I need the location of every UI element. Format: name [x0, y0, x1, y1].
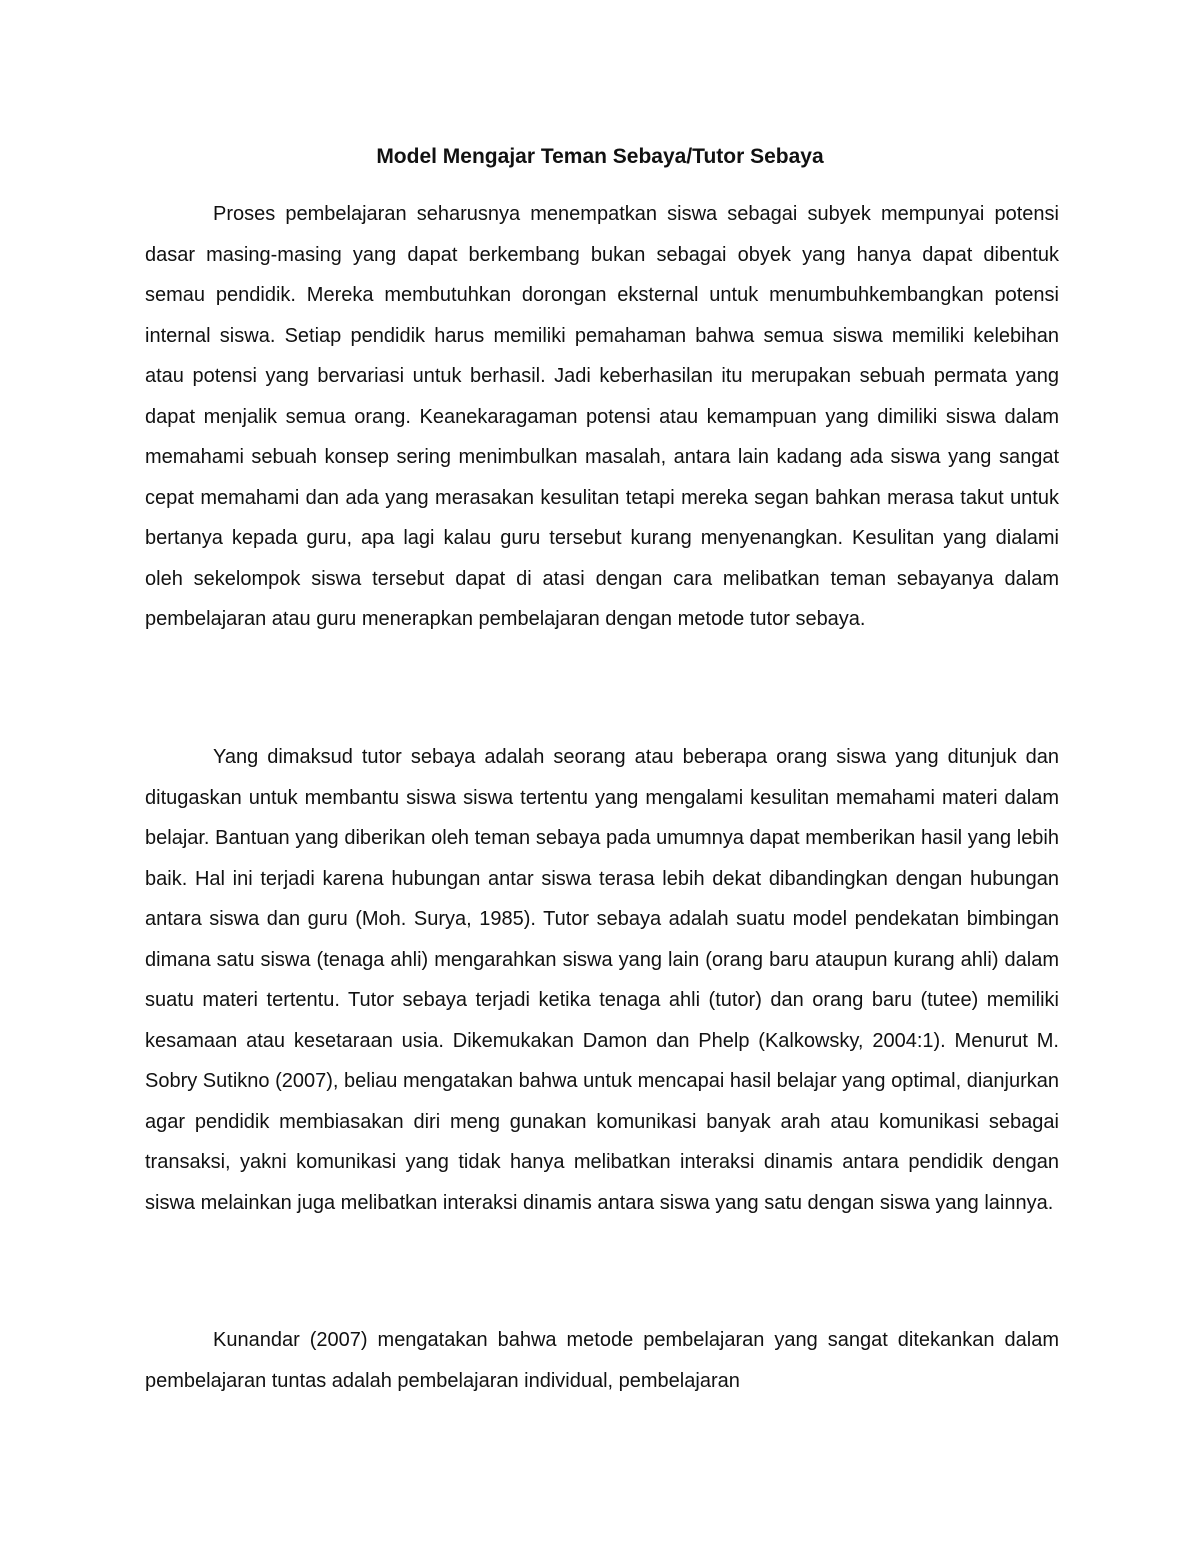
paragraph-2: Yang dimaksud tutor sebaya adalah seorang atau beberapa orang siswa yang ditunjuk dan ditugaskan untuk membantu siswa siswa tertentu yang mengalami kesulitan memahami materi dalam belajar. Bantuan yang diberikan oleh teman sebaya pada umumnya dapat memberikan hasil yang lebih baik. Hal ini terjadi karena hubungan antar siswa terasa lebih dekat dibandingkan dengan hubungan antara siswa dan guru (Moh. Surya, 1985). Tutor sebaya adalah suatu model pendekatan bimbingan dimana satu siswa (tenaga ahli) mengarahkan siswa yang lain (orang baru ataupun kurang ahli) dalam suatu materi tertentu. Tutor sebaya terjadi ketika tenaga ahli (tutor) dan orang baru (tutee) memiliki kesamaan atau kesetaraan usia. Dikemukakan Damon dan Phelp (Kalkowsky, 2004:1). Menurut M. Sobry Sutikno (2007), beliau mengatakan bahwa untuk mencapai hasil belajar yang optimal, dianjurkan agar pendidik membiasakan diri meng gunakan komunikasi banyak arah atau komunikasi sebagai transaksi, yakni komunikasi yang tidak hanya melibatkan interaksi dinamis antara pendidik dengan siswa melainkan juga melibatkan interaksi dinamis antara siswa yang satu dengan siswa yang lainnya.: [145, 746, 1059, 1214]
paragraph-3: Kunandar (2007) mengatakan bahwa metode pembelajaran yang sangat ditekankan dalam pembelajaran tuntas adalah pembelajaran individual, pembelajaran: [145, 1329, 1059, 1392]
document-title: Model Mengajar Teman Sebaya/Tutor Sebaya: [376, 145, 824, 168]
paragraph-1: Proses pembelajaran seharusnya menempatkan siswa sebagai subyek mempunyai potensi dasar masing-masing yang dapat berkembang bukan sebagai obyek yang hanya dapat dibentuk semau pendidik. Mereka membutuhkan dorongan eksternal untuk menumbuhkembangkan potensi internal siswa. Setiap pendidik harus memiliki pemahaman bahwa semua siswa memiliki kelebihan atau potensi yang bervariasi untuk berhasil. Jadi keberhasilan itu merupakan sebuah permata yang dapat menjalik semua orang. Keanekaragaman potensi atau kemampuan yang dimiliki siswa dalam memahami sebuah konsep sering menimbulkan masalah, antara lain kadang ada siswa yang sangat cepat memahami dan ada yang merasakan kesulitan tetapi mereka segan bahkan merasa takut untuk bertanya kepada guru, apa lagi kalau guru tersebut kurang menyenangkan. Kesulitan yang dialami oleh sekelompok siswa tersebut dapat di atasi dengan cara melibatkan teman sebayanya dalam pembelajaran atau guru menerapkan pembelajaran dengan metode tutor sebaya.: [145, 203, 1059, 630]
